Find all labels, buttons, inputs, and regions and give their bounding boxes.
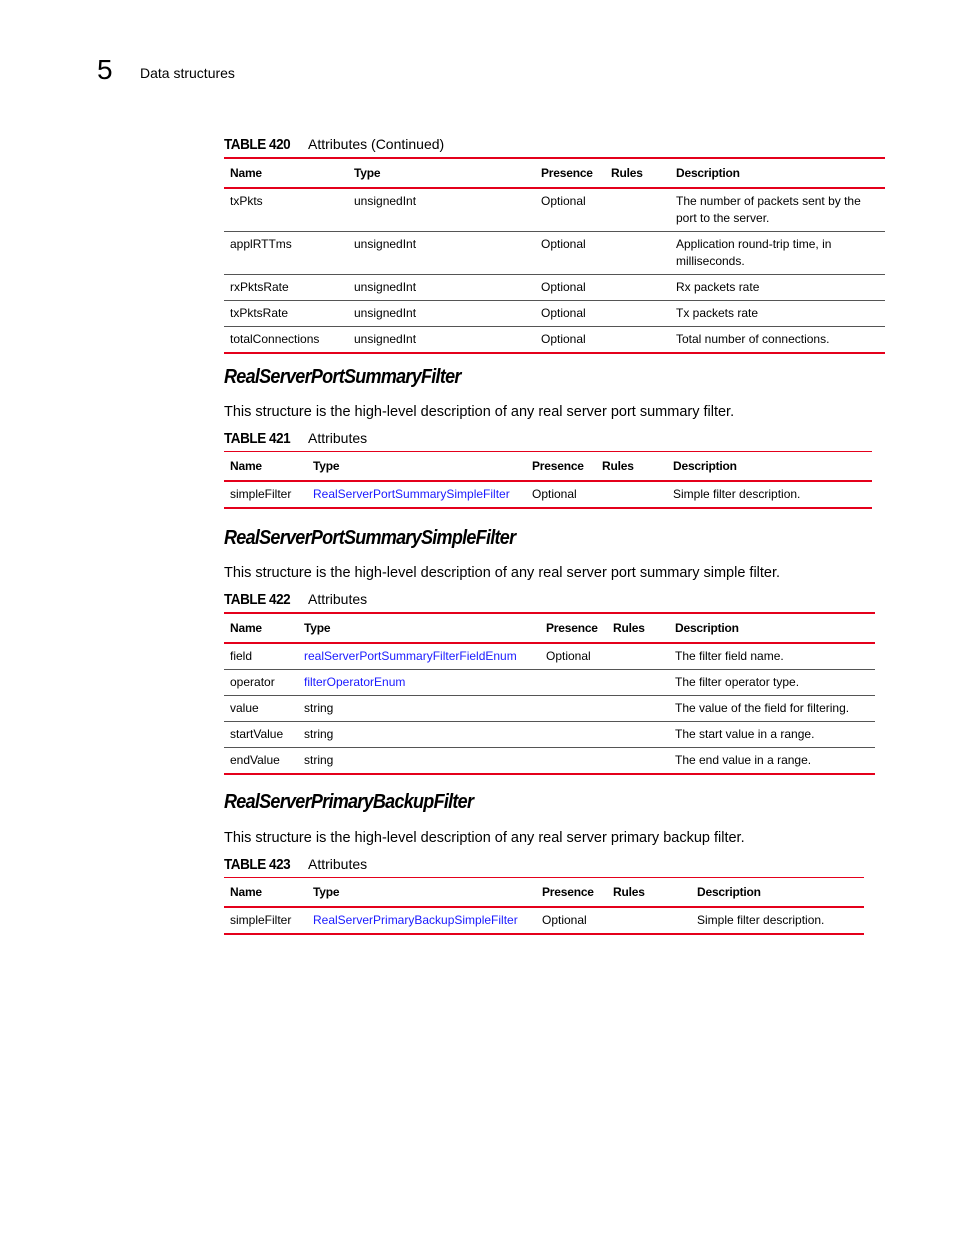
cell-presence: Optional [536, 907, 607, 934]
table-421 [224, 451, 872, 509]
col-header-rules: Rules [607, 878, 691, 908]
col-header-presence: Presence [536, 878, 607, 908]
table-row [224, 188, 885, 232]
cell-rules [605, 188, 670, 232]
col-header-type: Type [298, 613, 540, 643]
col-header-presence: Presence [540, 613, 607, 643]
section-intro: This structure is the high-level description of any real server port summary simple filter. [224, 565, 781, 581]
type-link[interactable]: realServerPortSummaryFilterFieldEnum [298, 643, 540, 670]
cell-presence: Optional [535, 275, 605, 301]
cell-description: The start value in a range. [669, 722, 875, 748]
cell-presence [540, 670, 607, 696]
section-heading: RealServerPortSummaryFilter [224, 366, 461, 388]
cell-type: unsignedInt [348, 232, 535, 275]
table-420 [224, 157, 885, 354]
col-header-rules: Rules [605, 158, 670, 188]
cell-rules [596, 481, 667, 508]
cell-name: txPkts [224, 188, 348, 232]
col-header-presence: Presence [535, 158, 605, 188]
cell-rules [607, 696, 669, 722]
cell-rules [607, 670, 669, 696]
cell-presence [540, 748, 607, 775]
cell-rules [605, 301, 670, 327]
table-caption-text: Attributes (Continued) [308, 136, 445, 152]
type-link[interactable]: RealServerPortSummarySimpleFilter [307, 481, 526, 508]
col-header-description: Description [691, 878, 864, 908]
cell-rules [605, 232, 670, 275]
table-row [224, 643, 875, 670]
col-header-description: Description [669, 613, 875, 643]
cell-presence: Optional [535, 232, 605, 275]
table-row [224, 232, 885, 275]
table-caption-text: Attributes [308, 430, 368, 446]
col-header-type: Type [348, 158, 535, 188]
cell-type: unsignedInt [348, 327, 535, 354]
table-caption-423 [224, 856, 367, 873]
cell-type: unsignedInt [348, 275, 535, 301]
cell-presence [540, 722, 607, 748]
table-423 [224, 877, 864, 935]
section-heading: RealServerPortSummarySimpleFilter [224, 527, 516, 549]
chapter-title: Data structures [140, 65, 235, 81]
table-label: TABLE 423 [224, 856, 291, 873]
cell-name: operator [224, 670, 298, 696]
cell-name: value [224, 696, 298, 722]
cell-description: Simple filter description. [667, 481, 872, 508]
table-row [224, 696, 875, 722]
cell-name: endValue [224, 748, 298, 775]
table-caption-text: Attributes [308, 856, 368, 872]
cell-presence [540, 696, 607, 722]
cell-name: txPktsRate [224, 301, 348, 327]
cell-description: Simple filter description. [691, 907, 864, 934]
col-header-name: Name [224, 158, 348, 188]
cell-name: applRTTms [224, 232, 348, 275]
chapter-number: 5 [97, 54, 113, 85]
cell-description: The filter operator type. [669, 670, 875, 696]
col-header-name: Name [224, 613, 298, 643]
table-row [224, 481, 872, 508]
cell-presence: Optional [535, 327, 605, 354]
table-caption-421 [224, 430, 367, 447]
cell-presence: Optional [540, 643, 607, 670]
cell-description: The filter field name. [669, 643, 875, 670]
section-heading: RealServerPrimaryBackupFilter [224, 791, 474, 813]
table-row [224, 327, 885, 354]
cell-rules [607, 643, 669, 670]
cell-name: startValue [224, 722, 298, 748]
table-caption-422 [224, 591, 367, 608]
cell-type: unsignedInt [348, 188, 535, 232]
cell-description: Application round-trip time, in milliseconds. [670, 232, 885, 275]
section-intro: This structure is the high-level description of any real server primary backup filter. [224, 830, 745, 846]
col-header-rules: Rules [596, 452, 667, 482]
cell-description: The value of the field for filtering. [669, 696, 875, 722]
cell-name: rxPktsRate [224, 275, 348, 301]
cell-name: totalConnections [224, 327, 348, 354]
table-caption-text: Attributes [308, 591, 368, 607]
cell-presence: Optional [526, 481, 596, 508]
table-422 [224, 612, 875, 775]
col-header-presence: Presence [526, 452, 596, 482]
cell-rules [607, 907, 691, 934]
type-link[interactable]: filterOperatorEnum [298, 670, 540, 696]
cell-type: string [298, 748, 540, 775]
cell-name: simpleFilter [224, 481, 307, 508]
cell-rules [605, 275, 670, 301]
col-header-name: Name [224, 878, 307, 908]
table-row [224, 907, 864, 934]
cell-rules [607, 748, 669, 775]
col-header-type: Type [307, 878, 536, 908]
cell-description: The number of packets sent by the port to the server. [670, 188, 885, 232]
table-row [224, 301, 885, 327]
cell-description: The end value in a range. [669, 748, 875, 775]
table-row [224, 748, 875, 775]
cell-name: field [224, 643, 298, 670]
table-row [224, 275, 885, 301]
cell-rules [607, 722, 669, 748]
col-header-description: Description [670, 158, 885, 188]
cell-type: string [298, 696, 540, 722]
cell-type: unsignedInt [348, 301, 535, 327]
cell-type: string [298, 722, 540, 748]
cell-presence: Optional [535, 301, 605, 327]
cell-description: Tx packets rate [670, 301, 885, 327]
table-label: TABLE 420 [224, 136, 291, 153]
cell-rules [605, 327, 670, 354]
table-row [224, 722, 875, 748]
table-label: TABLE 422 [224, 591, 291, 608]
col-header-description: Description [667, 452, 872, 482]
col-header-rules: Rules [607, 613, 669, 643]
table-caption-420 [224, 136, 444, 153]
cell-presence: Optional [535, 188, 605, 232]
table-label: TABLE 421 [224, 430, 291, 447]
cell-name: simpleFilter [224, 907, 307, 934]
table-row [224, 670, 875, 696]
col-header-type: Type [307, 452, 526, 482]
cell-description: Rx packets rate [670, 275, 885, 301]
section-intro: This structure is the high-level description of any real server port summary filter. [224, 404, 735, 420]
col-header-name: Name [224, 452, 307, 482]
cell-description: Total number of connections. [670, 327, 885, 354]
type-link[interactable]: RealServerPrimaryBackupSimpleFilter [307, 907, 536, 934]
